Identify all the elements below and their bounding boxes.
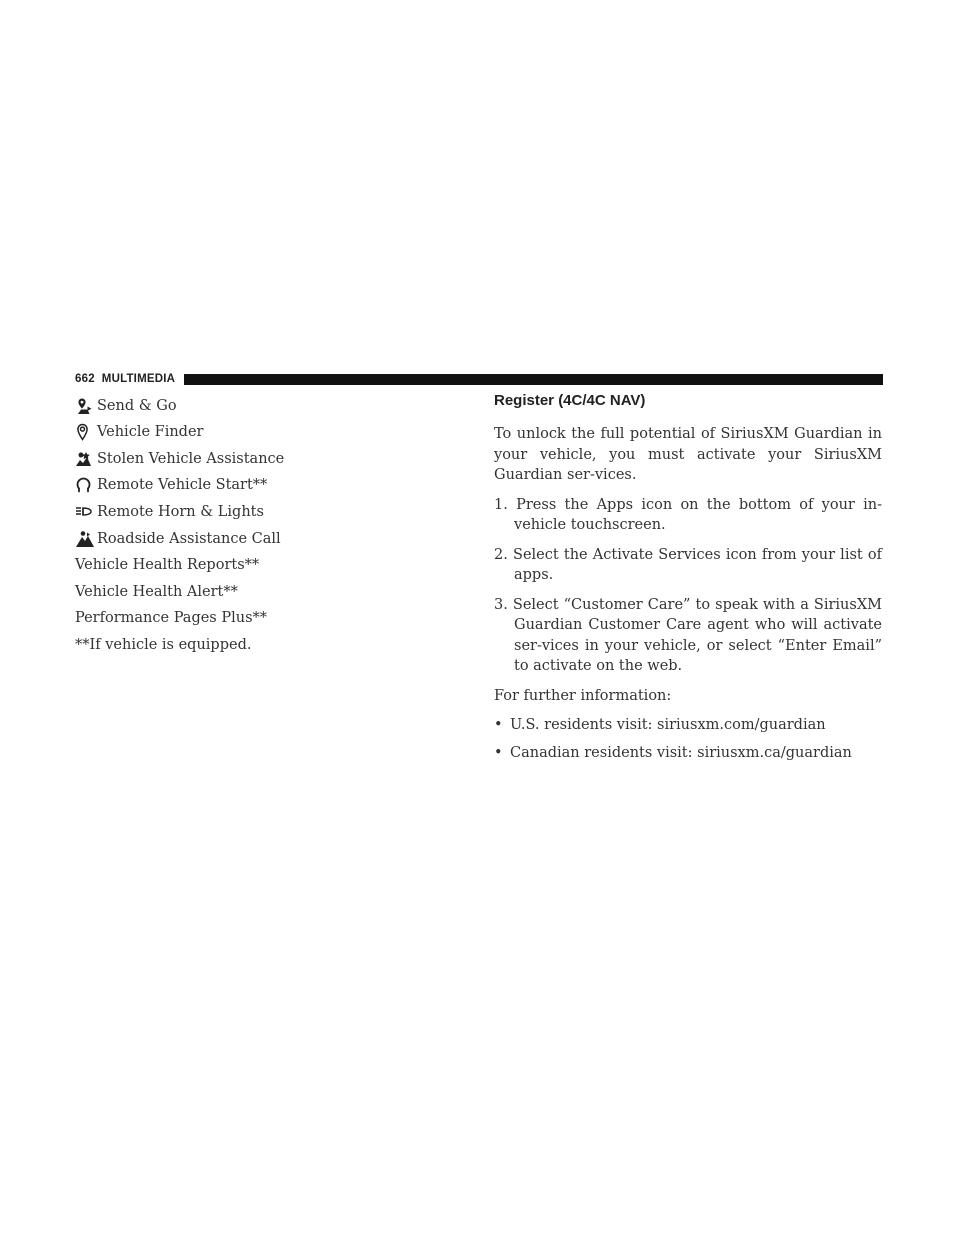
section-heading: Register (4C/4C NAV): [494, 392, 646, 409]
bullet-list: [494, 715, 882, 763]
list-item: Vehicle Health Reports**: [75, 557, 260, 574]
feature-label: Remote Vehicle Start**: [97, 477, 268, 494]
bullet-item: [494, 743, 882, 764]
bullet-text: U.S. residents visit: siriusxm.com/guardian: [510, 717, 826, 733]
feature-horn-lights: [75, 494, 455, 521]
bullet-icon: •: [494, 717, 503, 733]
roadside-assistance-icon: [75, 530, 97, 548]
feature-label: Send & Go: [97, 397, 177, 414]
bullet-text: Canadian residents visit: siriusxm.ca/guardian: [510, 744, 852, 761]
feature-send-go: [75, 388, 455, 415]
left-column: [75, 388, 455, 654]
intro-paragraph: To unlock the full potential of SiriusXM Guardian in your vehicle, you must activate your SiriusXM Guardian ser-vices.: [494, 426, 882, 483]
feature-stolen-vehicle: [75, 441, 455, 468]
bullet-item: [494, 715, 882, 736]
page-number: 662: [75, 373, 95, 385]
further-info-label: For further information:: [494, 687, 672, 704]
steps-list: [494, 495, 882, 677]
list-item: Performance Pages Plus**: [75, 610, 268, 627]
right-column: [494, 391, 882, 770]
header-rule: [184, 374, 883, 385]
feature-label: Stolen Vehicle Assistance: [97, 450, 285, 467]
stolen-vehicle-icon: [75, 450, 97, 468]
remote-start-icon: [75, 476, 97, 494]
step-item: 2. Select the Activate Services icon from your list of apps.: [494, 546, 882, 583]
feature-label: Roadside Assistance Call: [97, 530, 281, 547]
step-item: 3. Select “Customer Care” to speak with a SiriusXM Guardian Customer Care agent who will activate ser-vices in your vehicle, or select “Enter Email” to activate on the web.: [494, 596, 882, 674]
list-item: Vehicle Health Alert**: [75, 583, 238, 600]
feature-vehicle-finder: [75, 415, 455, 442]
footnote: **If vehicle is equipped.: [75, 636, 252, 653]
section-title: MULTIMEDIA: [101, 373, 176, 385]
horn-lights-icon: [75, 503, 97, 521]
page-header: [75, 372, 883, 386]
location-pin-icon: [75, 423, 97, 441]
feature-label: Remote Horn & Lights: [97, 503, 264, 520]
bullet-icon: •: [494, 744, 503, 761]
feature-roadside-assistance: [75, 521, 455, 548]
feature-label: Vehicle Finder: [97, 424, 204, 441]
step-item: 1. Press the Apps icon on the bottom of your in-vehicle touchscreen.: [494, 496, 882, 533]
feature-remote-start: [75, 468, 455, 495]
send-go-icon: [75, 397, 97, 415]
